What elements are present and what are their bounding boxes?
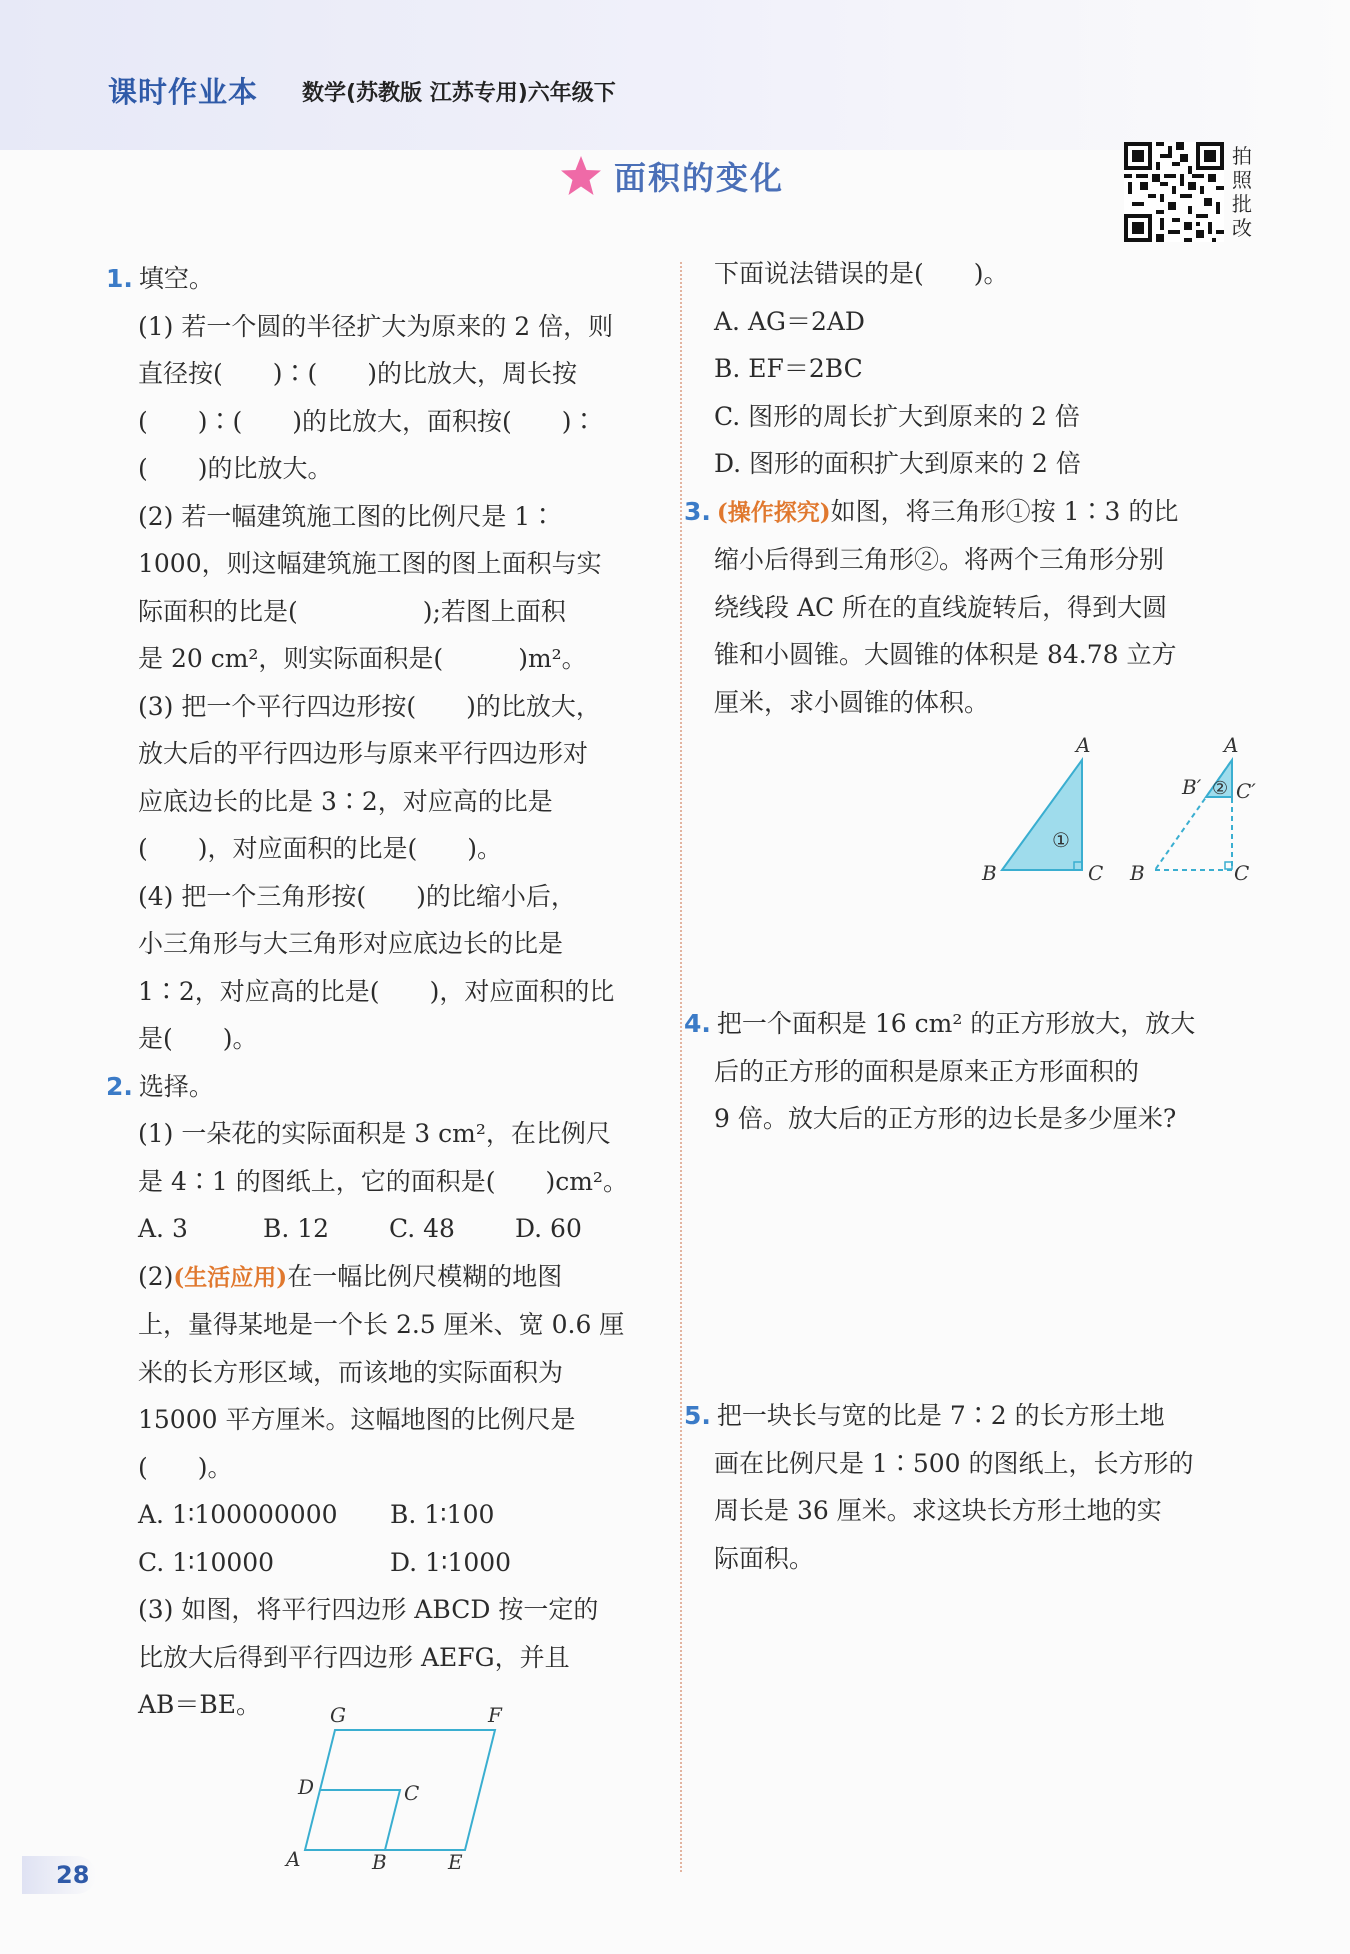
- q3-line: 厘米，求小圆锥的体积。: [714, 687, 990, 717]
- q1-line: ( )∶( )的比放大，面积按( )∶: [138, 406, 597, 436]
- explore-tag: (操作探究): [716, 498, 831, 526]
- label-b: B: [372, 1850, 387, 1870]
- q2-line: (3) 如图，将平行四边形 ABCD 按一定的: [138, 1595, 599, 1624]
- q1-line: (4) 把一个三角形按( )的比缩小后，: [138, 881, 576, 911]
- q5-line: 把一块长与宽的比是 7∶2 的长方形土地: [716, 1401, 1165, 1430]
- q1-heading: [106, 255, 646, 303]
- q1-line: 际面积的比是( );若图上面积: [138, 596, 566, 626]
- qr-code-icon[interactable]: [1124, 142, 1224, 242]
- option-a[interactable]: A. 1∶100000000: [138, 1500, 338, 1529]
- q2-p2-first: 在一幅比例尺模糊的地图: [287, 1261, 563, 1291]
- qr-label: 拍照批改: [1232, 144, 1252, 240]
- q1-line: (1) 若一个圆的半径扩大为原来的 2 倍，则: [138, 311, 614, 341]
- option-b[interactable]: B. 1∶100: [390, 1500, 495, 1529]
- lesson-title: [558, 152, 784, 200]
- label-b2: B: [1130, 861, 1145, 885]
- left-column: [106, 255, 646, 1729]
- label-c: C: [404, 1781, 420, 1805]
- q2-cont-option-c[interactable]: C. 图形的周长扩大到原来的 2 倍: [714, 401, 1080, 431]
- q2-heading: [106, 1063, 646, 1111]
- q2-line: ( )。: [138, 1452, 233, 1482]
- q2-p2-options-row2: [106, 1539, 646, 1587]
- q2-line: 比放大后得到平行四边形 AEFG，并且: [138, 1642, 570, 1672]
- triangles-figure: [960, 730, 1260, 900]
- q4-number: 4.: [684, 1009, 711, 1038]
- q1-line: 1000，则这幅建筑施工图的图上面积与实: [138, 549, 602, 578]
- q2-p1-options: [106, 1205, 646, 1253]
- option-d[interactable]: D. 60: [515, 1214, 582, 1243]
- q4-block: [684, 1000, 1264, 1143]
- mark-2: ②: [1212, 778, 1229, 799]
- q5-first-line: [684, 1392, 1264, 1440]
- q2-number: 2.: [106, 1071, 133, 1101]
- column-divider: [680, 262, 682, 1872]
- label-a: A: [286, 1847, 301, 1870]
- label-a2: A: [1224, 733, 1239, 757]
- q1-line: 是( )。: [138, 1024, 258, 1053]
- q1-line: 小三角形与大三角形对应底边长的比是: [138, 929, 564, 958]
- life-application-tag: (生活应用): [173, 1263, 288, 1291]
- label-a1: A: [1076, 733, 1091, 757]
- q2-p2-options-row1: [106, 1491, 646, 1539]
- q1-line: 放大后的平行四边形与原来平行四边形对: [138, 739, 589, 768]
- right-column: [684, 250, 1264, 726]
- star-icon: [558, 153, 604, 199]
- mark-1: ①: [1052, 828, 1070, 852]
- q4-line: 把一个面积是 16 cm² 的正方形放大，放大: [716, 1009, 1196, 1038]
- q1-title: 填空。: [138, 264, 214, 293]
- q2-line: 米的长方形区域，而该地的实际面积为: [138, 1357, 564, 1387]
- brand-title: 课时作业本: [108, 75, 259, 109]
- q1-line: ( )的比放大。: [138, 454, 333, 483]
- q2-cont-option-d[interactable]: D. 图形的面积扩大到原来的 2 倍: [714, 449, 1081, 478]
- label-d: D: [298, 1775, 315, 1799]
- q3-line: 缩小后得到三角形②。将两个三角形分别: [714, 545, 1165, 574]
- q2-line: 是 4∶1 的图纸上，它的面积是( )cm²。: [138, 1166, 628, 1196]
- q1-line: ( )，对应面积的比是( )。: [138, 834, 503, 863]
- q1-line: 1∶2，对应高的比是( )，对应面积的比: [138, 976, 615, 1006]
- q5-line: 际面积。: [714, 1543, 815, 1573]
- subject-label: 数学(苏教版 江苏专用)六年级下: [302, 81, 616, 106]
- q3-line: 锥和小圆锥。大圆锥的体积是 84.78 立方: [714, 640, 1177, 669]
- q2-line: (1) 一朵花的实际面积是 3 cm²，在比例尺: [138, 1119, 611, 1148]
- q5-block: [684, 1392, 1264, 1582]
- q1-line: 应底边长的比是 3∶2，对应高的比是: [138, 786, 553, 816]
- label-g: G: [330, 1703, 346, 1727]
- page-number: 28: [22, 1856, 96, 1894]
- q3-first: 如图，将三角形①按 1∶3 的比: [830, 496, 1179, 526]
- q2-line: 上，量得某地是一个长 2.5 厘米、宽 0.6 厘: [138, 1310, 625, 1339]
- q2-cont-option-a[interactable]: A. AG＝2AD: [714, 306, 865, 336]
- q2-cont-lead: 下面说法错误的是( )。: [714, 259, 1009, 288]
- q1-line: (3) 把一个平行四边形按( )的比放大，: [138, 691, 601, 721]
- q4-first-line: [684, 1000, 1264, 1048]
- q5-line: 画在比例尺是 1∶500 的图纸上，长方形的: [714, 1448, 1194, 1478]
- option-c[interactable]: C. 48: [389, 1214, 455, 1243]
- label-b1: B: [982, 861, 997, 885]
- page-title: 面积的变化: [614, 159, 785, 197]
- label-b-prime: B′: [1182, 775, 1202, 799]
- parallelogram-figure: [270, 1700, 520, 1870]
- q1-line: 是 20 cm²，则实际面积是( )m²。: [138, 644, 587, 673]
- q2-title: 选择。: [138, 1071, 214, 1101]
- q2-cont-option-b[interactable]: B. EF＝2BC: [714, 354, 863, 383]
- option-a[interactable]: A. 3: [138, 1214, 188, 1243]
- q4-line: 后的正方形的面积是原来正方形面积的: [714, 1056, 1140, 1086]
- q1-number: 1.: [106, 264, 133, 293]
- label-e: E: [448, 1850, 463, 1870]
- q5-number: 5.: [684, 1401, 711, 1430]
- q2-line: 15000 平方厘米。这幅地图的比例尺是: [138, 1405, 576, 1434]
- label-f: F: [488, 1703, 502, 1727]
- label-c2: C: [1234, 861, 1250, 885]
- option-b[interactable]: B. 12: [263, 1214, 330, 1243]
- option-d[interactable]: D. 1∶1000: [390, 1547, 512, 1577]
- q1-line: 直径按( )∶( )的比放大，周长按: [138, 359, 578, 388]
- q5-line: 周长是 36 厘米。求这块长方形土地的实: [714, 1496, 1162, 1525]
- q3-first-line: [684, 488, 1264, 537]
- q2-p2-first-line: [106, 1253, 646, 1302]
- q3-line: 绕线段 AC 所在的直线旋转后，得到大圆: [714, 592, 1168, 622]
- label-c-prime: C′: [1236, 779, 1256, 803]
- label-c1: C: [1088, 861, 1104, 885]
- q2-p2-prefix: (2): [138, 1261, 174, 1291]
- q4-line: 9 倍。放大后的正方形的边长是多少厘米?: [714, 1104, 1177, 1133]
- parallelogram-abcd: [320, 1790, 400, 1850]
- q3-number: 3.: [684, 496, 711, 526]
- q1-line: (2) 若一幅建筑施工图的比例尺是 1∶: [138, 501, 556, 531]
- q2-line: AB＝BE。: [138, 1690, 262, 1719]
- triangle-1: [1002, 760, 1082, 870]
- option-c[interactable]: C. 1∶10000: [138, 1547, 275, 1577]
